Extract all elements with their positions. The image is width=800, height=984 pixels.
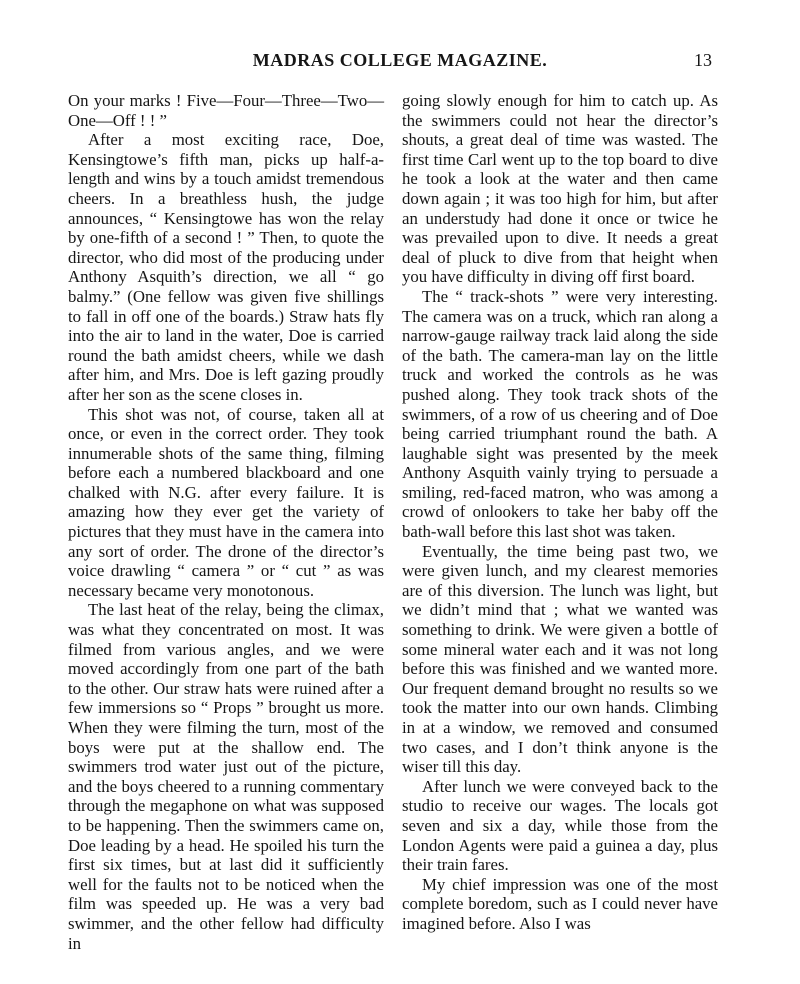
- page-number: 13: [694, 50, 712, 70]
- left-column: [68, 91, 384, 953]
- paragraph: The last heat of the relay, being the climax, was what they concentrated on most. It was filmed from various angles, and we were moved accordingly from one part of the bath to the other. Our straw hats were ruined after a few immersions so “ Props ” brought us more. When they were filming the turn, most of the boys were put at the shallow end. The swimmers trod water just out of the picture, and the boys cheered to a running commentary through the megaphone on what was supposed to be happening. Then the swimmers came on, Doe leading by a head. He spoiled his turn the first six times, but at last did it sufficiently well for the faults not to be noticed when the film was speeded up. He was a very bad swimmer, and the other fellow had difficulty in: [68, 600, 384, 953]
- paragraph: going slowly enough for him to catch up. As the swimmers could not hear the director’s shouts, a great deal of time was wasted. The first time Carl went up to the top board to dive he took a look at the water and then came down again ; it was too high for him, but after an understudy had done it once or twice he was prevailed upon to dive. It needs a great deal of pluck to dive from that height when you have difficulty in diving off first board.: [402, 91, 718, 287]
- paragraph: Eventually, the time being past two, we were given lunch, and my clearest memories are of this diversion. The lunch was light, but we didn’t mind that ; what we wanted was something to drink. We were given a bottle of some mineral water each and it was not long before this was finished and we wanted more. Our frequent demand brought no results so we took the matter into our own hands. Climbing in at a window, we removed and consumed two cases, and I don’t think anyone is the wiser till this day.: [402, 541, 718, 777]
- right-column: [402, 91, 718, 934]
- paragraph: After a most exciting race, Doe, Kensingtowe’s fifth man, picks up half-a-length and wins by a touch amidst tremendous cheers. In a breathless hush, the judge announces, “ Kensingtowe has won the relay by one-fifth of a second ! ” Then, to quote the director, who did most of the producing under Anthony Asquith’s direction, we all “ go balmy.” (One fellow was given five shillings to fall in off one of the boards.) Straw hats fly into the air to land in the water, Doe is carried round the bath amidst cheers, while we dash after him, and Mrs. Doe is left gazing proudly after her son as the scene closes in.: [68, 130, 384, 404]
- paragraph: My chief impression was one of the most complete boredom, such as I could never have imagined before. Also I was: [402, 874, 718, 933]
- paragraph: After lunch we were conveyed back to the studio to receive our wages. The locals got seven and six a day, while those from the London Agents were paid a guinea a day, plus their train fares.: [402, 776, 718, 875]
- paragraph: This shot was not, of course, taken all at once, or even in the correct order. They took innumerable shots of the same thing, filming before each a numbered blackboard and one chalked with N.G. after every failure. It is amazing how they ever get the variety of pictures that they must have in the camera into any sort of order. The drone of the director’s voice drawling “ camera ” or “ cut ” as was necessary became very monotonous.: [68, 404, 384, 600]
- magazine-title: MADRAS COLLEGE MAGAZINE.: [252, 50, 548, 70]
- page-header: [0, 50, 800, 74]
- paragraph: On your marks ! Five—Four—Three—Two—One—Off ! ! ”: [68, 91, 384, 130]
- paragraph: The “ track-shots ” were very interesting. The camera was on a truck, which ran along a narrow-gauge railway track laid along the side of the bath. The camera-man lay on the little truck and worked the controls as he was pushed along. They took track shots of the swimmers, of a row of us cheering and of Doe being carried triumphant round the bath. A laughable sight was presented by the meek Anthony Asquith vainly trying to persuade a smiling, red-faced matron, who was among a crowd of onlookers to take her baby off the bath-wall before this last shot was taken.: [402, 286, 718, 542]
